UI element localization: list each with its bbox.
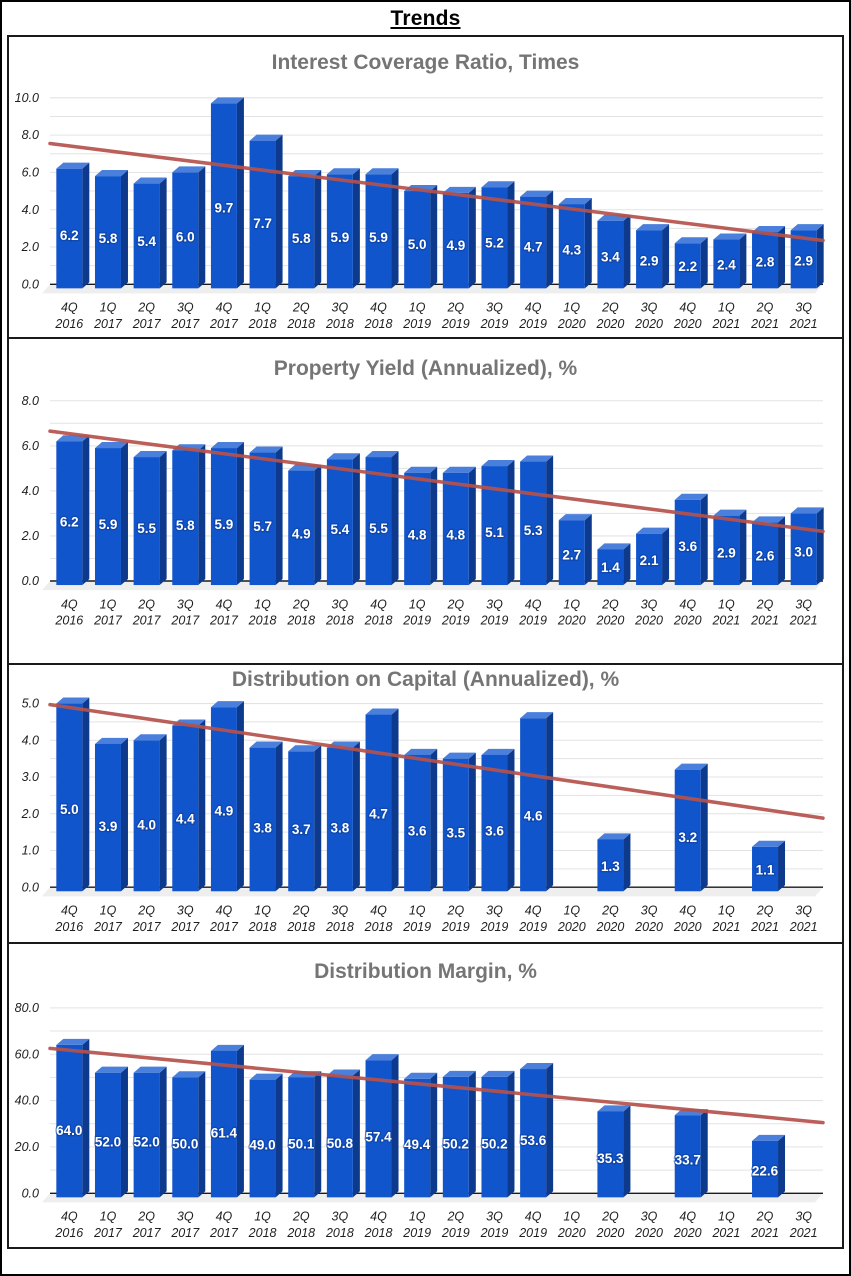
svg-text:3Q2017: 3Q 2017 <box>171 300 200 331</box>
svg-text:4Q2018: 4Q 2018 <box>364 903 393 934</box>
svg-text:1Q2018: 1Q 2018 <box>248 300 277 331</box>
svg-text:4.7: 4.7 <box>369 806 388 822</box>
svg-text:6.0: 6.0 <box>21 165 39 180</box>
svg-text:61.4: 61.4 <box>210 1125 238 1141</box>
svg-text:50.0: 50.0 <box>172 1136 199 1152</box>
svg-text:3.0: 3.0 <box>794 544 814 560</box>
svg-text:53.6: 53.6 <box>519 1133 547 1149</box>
svg-text:5.2: 5.2 <box>485 235 504 251</box>
svg-text:3.8: 3.8 <box>253 820 272 836</box>
svg-text:35.3: 35.3 <box>597 1150 624 1166</box>
svg-text:3Q2017: 3Q 2017 <box>171 1209 200 1240</box>
svg-text:2Q2019: 2Q 2019 <box>441 300 470 331</box>
svg-text:5.8: 5.8 <box>291 230 311 246</box>
svg-text:2.0: 2.0 <box>21 528 39 543</box>
svg-text:6.0: 6.0 <box>21 438 39 453</box>
svg-text:3Q2018: 3Q 2018 <box>325 1209 354 1240</box>
svg-text:5.3: 5.3 <box>523 522 543 538</box>
svg-text:20.0: 20.0 <box>14 1139 39 1155</box>
svg-text:8.0: 8.0 <box>21 393 39 408</box>
svg-text:2.8: 2.8 <box>755 254 775 270</box>
svg-text:4Q2020: 4Q 2020 <box>673 300 702 331</box>
svg-text:2.0: 2.0 <box>21 239 39 255</box>
svg-text:2.1: 2.1 <box>639 553 659 569</box>
svg-text:4.4: 4.4 <box>175 811 195 827</box>
svg-text:2.7: 2.7 <box>562 547 582 563</box>
svg-text:3Q2020: 3Q 2020 <box>635 903 663 934</box>
svg-text:3Q2021: 3Q 2021 <box>789 903 818 934</box>
svg-text:4.9: 4.9 <box>291 526 311 542</box>
chart-title: Distribution on Capital (Annualized), % <box>231 668 620 691</box>
svg-text:4.8: 4.8 <box>407 527 427 543</box>
svg-text:7.7: 7.7 <box>253 215 272 232</box>
svg-text:1Q2019: 1Q 2019 <box>403 903 432 934</box>
svg-text:3.9: 3.9 <box>98 819 118 835</box>
svg-text:4.0: 4.0 <box>137 817 157 833</box>
svg-text:3.6: 3.6 <box>678 538 698 554</box>
svg-text:4Q2017: 4Q 2017 <box>210 903 238 934</box>
svg-text:1Q2018: 1Q 2018 <box>248 1209 277 1240</box>
svg-text:2.6: 2.6 <box>755 548 775 564</box>
svg-text:2.9: 2.9 <box>716 545 736 561</box>
svg-text:52.0: 52.0 <box>94 1134 122 1150</box>
svg-text:5.4: 5.4 <box>137 233 157 250</box>
svg-text:3Q2018: 3Q 2018 <box>325 300 354 331</box>
svg-text:5.0: 5.0 <box>407 237 427 253</box>
svg-text:4Q2020: 4Q 2020 <box>673 903 702 934</box>
svg-text:1Q2017: 1Q 2017 <box>94 300 122 331</box>
svg-text:49.0: 49.0 <box>249 1137 276 1153</box>
svg-text:2Q2021: 2Q 2021 <box>751 903 779 934</box>
svg-text:4Q2016: 4Q 2016 <box>55 597 84 628</box>
svg-text:2Q2019: 2Q 2019 <box>441 1209 470 1240</box>
svg-text:4Q2018: 4Q 2018 <box>364 597 393 628</box>
svg-text:33.7: 33.7 <box>674 1152 701 1168</box>
svg-text:3.2: 3.2 <box>678 829 698 845</box>
svg-text:3Q2017: 3Q 2017 <box>171 597 200 628</box>
svg-text:49.4: 49.4 <box>404 1137 431 1153</box>
svg-text:3.0: 3.0 <box>21 769 39 785</box>
svg-text:3Q2019: 3Q 2019 <box>480 597 509 628</box>
distribution-margin-bar-chart <box>9 944 842 1247</box>
svg-text:2Q2017: 2Q 2017 <box>132 903 161 934</box>
svg-text:64.0: 64.0 <box>56 1122 83 1139</box>
svg-text:5.9: 5.9 <box>330 230 350 246</box>
svg-text:5.1: 5.1 <box>485 524 504 540</box>
svg-text:3Q2019: 3Q 2019 <box>480 903 509 934</box>
svg-text:3.5: 3.5 <box>446 825 466 841</box>
svg-text:6.2: 6.2 <box>59 514 79 530</box>
svg-text:4Q2019: 4Q 2019 <box>519 903 548 934</box>
svg-text:3.7: 3.7 <box>291 822 311 838</box>
svg-text:5.0: 5.0 <box>21 696 39 711</box>
svg-text:1Q2021: 1Q 2021 <box>712 597 741 628</box>
svg-text:22.6: 22.6 <box>751 1163 779 1179</box>
svg-text:3Q2018: 3Q 2018 <box>325 597 354 628</box>
interest-coverage-bar-chart <box>9 37 842 337</box>
svg-text:1Q2020: 1Q 2020 <box>557 903 586 934</box>
svg-text:5.9: 5.9 <box>369 230 388 246</box>
svg-text:3Q2021: 3Q 2021 <box>789 597 818 628</box>
svg-text:4.8: 4.8 <box>446 527 466 543</box>
svg-text:4Q2020: 4Q 2020 <box>673 597 702 628</box>
svg-text:2Q2020: 2Q 2020 <box>596 300 625 331</box>
chart-property-yield <box>7 337 844 665</box>
chart-title: Distribution Margin, % <box>314 960 537 983</box>
distribution-on-capital-bar-chart <box>9 665 842 942</box>
svg-text:4Q2016: 4Q 2016 <box>55 903 84 934</box>
svg-text:1Q2018: 1Q 2018 <box>248 903 277 934</box>
svg-text:2Q2020: 2Q 2020 <box>596 903 625 934</box>
svg-text:1Q2019: 1Q 2019 <box>403 1209 432 1240</box>
svg-text:1Q2021: 1Q 2021 <box>712 300 741 331</box>
svg-text:4.9: 4.9 <box>446 237 466 253</box>
svg-text:4Q2016: 4Q 2016 <box>55 1209 84 1240</box>
svg-text:4.3: 4.3 <box>562 242 582 258</box>
svg-text:60.0: 60.0 <box>14 1047 39 1062</box>
svg-text:4Q2019: 4Q 2019 <box>519 597 548 628</box>
svg-text:50.8: 50.8 <box>326 1135 354 1151</box>
svg-text:2Q2017: 2Q 2017 <box>132 300 161 331</box>
svg-text:2Q2021: 2Q 2021 <box>751 597 779 628</box>
svg-text:5.9: 5.9 <box>98 517 118 533</box>
chart-interest-coverage <box>7 35 844 339</box>
svg-text:2Q2021: 2Q 2021 <box>751 1209 779 1240</box>
svg-text:3.6: 3.6 <box>485 823 504 839</box>
property-yield-bar-chart <box>9 339 842 663</box>
svg-text:1.3: 1.3 <box>601 859 620 875</box>
chart-distribution-on-capital <box>7 663 844 944</box>
svg-text:4.0: 4.0 <box>21 733 39 748</box>
svg-text:4Q2018: 4Q 2018 <box>364 1209 393 1240</box>
svg-text:2Q2019: 2Q 2019 <box>441 903 470 934</box>
svg-text:3Q2020: 3Q 2020 <box>635 300 663 331</box>
svg-text:4.9: 4.9 <box>214 803 234 819</box>
svg-text:57.4: 57.4 <box>365 1129 392 1145</box>
svg-text:5.5: 5.5 <box>369 520 388 537</box>
chart-title: Property Yield (Annualized), % <box>273 357 578 380</box>
svg-text:2Q2018: 2Q 2018 <box>287 1209 316 1240</box>
svg-text:1Q2020: 1Q 2020 <box>557 597 586 628</box>
svg-text:1Q2019: 1Q 2019 <box>403 597 432 628</box>
svg-text:3Q2020: 3Q 2020 <box>635 597 663 628</box>
svg-text:5.5: 5.5 <box>137 520 157 537</box>
svg-text:50.2: 50.2 <box>481 1136 508 1152</box>
svg-text:4Q2017: 4Q 2017 <box>210 1209 238 1240</box>
svg-text:5.8: 5.8 <box>98 230 118 246</box>
svg-text:4Q2017: 4Q 2017 <box>210 300 238 331</box>
svg-text:4Q2018: 4Q 2018 <box>364 300 393 331</box>
svg-text:5.4: 5.4 <box>330 521 350 537</box>
svg-text:4Q2019: 4Q 2019 <box>519 1209 548 1240</box>
svg-text:2Q2019: 2Q 2019 <box>441 597 470 628</box>
svg-text:1Q2021: 1Q 2021 <box>712 1209 741 1240</box>
svg-text:1Q2020: 1Q 2020 <box>557 1209 586 1240</box>
chart-distribution-margin <box>7 942 844 1249</box>
svg-text:3Q2020: 3Q 2020 <box>635 1209 663 1240</box>
svg-text:3.8: 3.8 <box>330 820 350 836</box>
svg-text:0.0: 0.0 <box>21 573 39 589</box>
svg-text:1Q2017: 1Q 2017 <box>94 903 122 934</box>
svg-text:52.0: 52.0 <box>133 1134 160 1150</box>
svg-text:5.8: 5.8 <box>175 518 195 534</box>
svg-text:2Q2017: 2Q 2017 <box>132 1209 161 1240</box>
svg-text:1.4: 1.4 <box>601 559 620 575</box>
svg-text:1Q2020: 1Q 2020 <box>557 300 586 331</box>
svg-text:50.1: 50.1 <box>288 1136 315 1152</box>
svg-text:2Q2018: 2Q 2018 <box>287 597 316 628</box>
svg-text:1Q2017: 1Q 2017 <box>94 1209 122 1240</box>
svg-text:50.2: 50.2 <box>442 1136 469 1152</box>
svg-text:0.0: 0.0 <box>21 277 39 292</box>
svg-text:1Q2018: 1Q 2018 <box>248 597 277 628</box>
svg-text:2Q2017: 2Q 2017 <box>132 597 161 628</box>
svg-text:3Q2021: 3Q 2021 <box>789 1209 818 1240</box>
svg-text:2.4: 2.4 <box>716 257 736 273</box>
chart-title: Interest Coverage Ratio, Times <box>271 51 580 74</box>
svg-text:6.0: 6.0 <box>175 229 195 245</box>
svg-text:4Q2017: 4Q 2017 <box>210 597 238 628</box>
svg-text:3Q2021: 3Q 2021 <box>789 300 818 331</box>
svg-text:6.2: 6.2 <box>59 227 79 243</box>
svg-text:4.0: 4.0 <box>21 483 39 498</box>
svg-text:4Q2016: 4Q 2016 <box>55 300 84 331</box>
svg-text:4.7: 4.7 <box>523 239 543 255</box>
svg-text:4.0: 4.0 <box>21 202 39 217</box>
svg-text:2Q2018: 2Q 2018 <box>287 903 316 934</box>
svg-text:10.0: 10.0 <box>14 90 39 105</box>
svg-text:2Q2021: 2Q 2021 <box>751 300 779 331</box>
svg-text:5.0: 5.0 <box>59 802 79 818</box>
svg-text:1Q2019: 1Q 2019 <box>403 300 432 331</box>
svg-text:3Q2019: 3Q 2019 <box>480 300 509 331</box>
svg-text:2Q2020: 2Q 2020 <box>596 1209 625 1240</box>
svg-text:4Q2020: 4Q 2020 <box>673 1209 702 1240</box>
svg-text:2.9: 2.9 <box>639 253 659 269</box>
svg-text:1Q2017: 1Q 2017 <box>94 597 122 628</box>
svg-text:3Q2018: 3Q 2018 <box>325 903 354 934</box>
svg-text:1Q2021: 1Q 2021 <box>712 903 741 934</box>
svg-text:1.1: 1.1 <box>755 862 775 878</box>
svg-text:4.6: 4.6 <box>523 808 543 824</box>
svg-text:5.7: 5.7 <box>253 519 272 535</box>
svg-text:3Q2019: 3Q 2019 <box>480 1209 509 1240</box>
svg-text:9.7: 9.7 <box>214 200 234 216</box>
svg-text:2.2: 2.2 <box>678 259 698 275</box>
svg-text:3.4: 3.4 <box>601 249 620 265</box>
page-header <box>2 2 849 35</box>
svg-text:80.0: 80.0 <box>14 1000 39 1015</box>
svg-text:40.0: 40.0 <box>14 1093 39 1108</box>
svg-text:2.9: 2.9 <box>794 253 814 269</box>
svg-text:0.0: 0.0 <box>21 880 39 895</box>
svg-text:8.0: 8.0 <box>21 128 39 143</box>
svg-text:2Q2020: 2Q 2020 <box>596 597 625 628</box>
svg-text:2Q2018: 2Q 2018 <box>287 300 316 331</box>
svg-text:1.0: 1.0 <box>21 843 39 858</box>
svg-text:4Q2019: 4Q 2019 <box>519 300 548 331</box>
page-title: Trends <box>390 6 461 30</box>
svg-text:3.6: 3.6 <box>407 823 427 839</box>
svg-text:0.0: 0.0 <box>21 1186 39 1201</box>
svg-text:5.9: 5.9 <box>214 517 234 533</box>
svg-text:3Q2017: 3Q 2017 <box>171 903 200 934</box>
svg-text:2.0: 2.0 <box>21 806 39 821</box>
